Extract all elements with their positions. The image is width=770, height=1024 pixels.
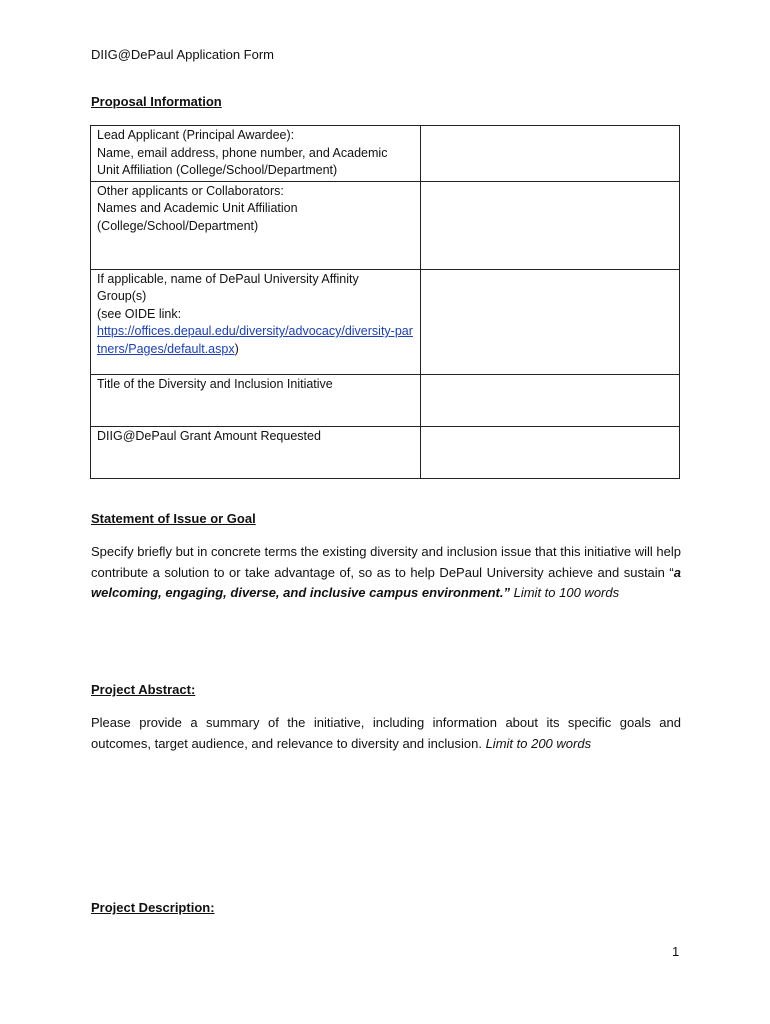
table-row (91, 269, 680, 374)
proposal-information-heading: Proposal Information (91, 94, 222, 109)
abstract-heading: Project Abstract: (91, 682, 196, 697)
initiative-title-label: Title of the Diversity and Inclusion Initiative (91, 374, 421, 426)
page-number: 1 (672, 944, 680, 959)
statement-heading: Statement of Issue or Goal (91, 511, 256, 526)
table-row (91, 126, 680, 182)
lead-applicant-field[interactable] (421, 126, 680, 182)
form-title: DIIG@DePaul Application Form (91, 47, 274, 62)
affinity-group-label: If applicable, name of DePaul University Affinity Group(s) (see OIDE link: https://offices.depaul.edu/diversity/advocacy/diversity-partners/Pages/default.aspx) (91, 269, 421, 374)
grant-amount-field[interactable] (421, 426, 680, 478)
table-row (91, 426, 680, 478)
table-row (91, 374, 680, 426)
grant-amount-label: DIIG@DePaul Grant Amount Requested (91, 426, 421, 478)
other-applicants-label: Other applicants or Collaborators: Names and Academic Unit Affiliation (College/School/Department) (91, 181, 421, 269)
description-heading: Project Description: (91, 900, 215, 915)
oide-link[interactable]: https://offices.depaul.edu/diversity/advocacy/diversity-partners/Pages/default.aspx (97, 324, 413, 356)
lead-applicant-label: Lead Applicant (Principal Awardee): Name, email address, phone number, and Academic Unit Affiliation (College/School/Department) (91, 126, 421, 182)
initiative-title-field[interactable] (421, 374, 680, 426)
other-applicants-field[interactable] (421, 181, 680, 269)
affinity-group-field[interactable] (421, 269, 680, 374)
abstract-paragraph: Please provide a summary of the initiative, including information about its specific goals and outcomes, target audience, and relevance to diversity and inclusion. Limit to 200 words (91, 715, 681, 751)
statement-paragraph: Specify briefly but in concrete terms the existing diversity and inclusion issue that this initiative will help contribute a solution to or take advantage of, so as to help DePaul University achieve and sustain “a welcoming, engaging, diverse, and inclusive campus environment.” Limit to 100 words (91, 544, 681, 600)
proposal-table (90, 125, 680, 479)
table-row (91, 181, 680, 269)
